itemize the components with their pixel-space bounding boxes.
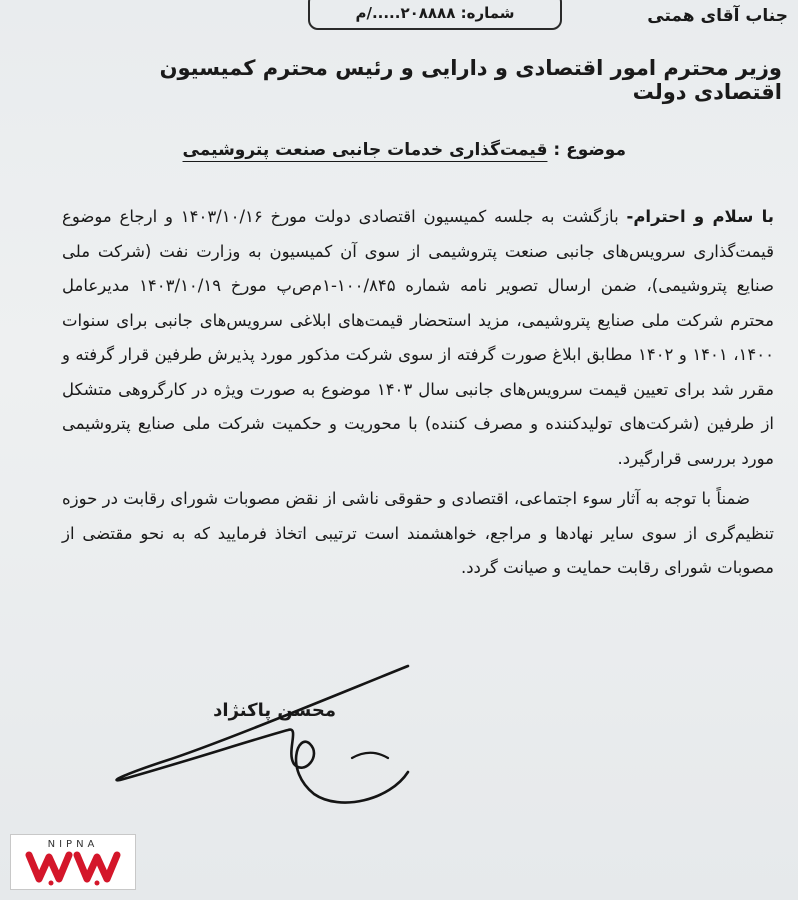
logo-wordmark: NIPNA <box>47 839 99 850</box>
addressee: جناب آقای همتی <box>647 6 788 26</box>
letter-body <box>62 200 774 586</box>
logo-mark-icon <box>25 849 123 887</box>
subject-label: موضوع : <box>553 140 626 160</box>
subject-text: قیمت‌گذاری خدمات جانبی صنعت پتروشیمی <box>182 140 548 160</box>
handwritten-signature <box>108 660 438 810</box>
greeting: با سلام و احترام- <box>626 207 774 226</box>
letter-number: شماره: ۲۰۸۸۸۸...../م <box>355 4 515 22</box>
letter-number-box <box>308 0 562 30</box>
paragraph-1-text: بازگشت به جلسه کمیسیون اقتصادی دولت مورخ ۱۴۰۳/۱۰/۱۶ و ارجاع موضوع قیمت‌گذاری سرویس‌های جانبی صنعت پتروشیمی از سوی آن کمیسیون به وزارت نفت (شرکت ملی صنایع پتروشیمی)، ضمن ارسال تصویر نامه شماره ۱۰۰/۸۴۵-۱م‌ص‌پ مورخ ۱۴۰۳/۱۰/۱۹ مدیرعامل محترم شرکت ملی صنایع پتروشیمی، مزید استحضار قیمت‌های ابلاغی سرویس‌های جانبی برای سنوات ۱۴۰۰، ۱۴۰۱ و ۱۴۰۲ مطابق ابلاغ صورت گرفته از سوی شرکت مذکور مورد پذیرش طرفین قرار گرفته و مقرر شد برای تعیین قیمت سرویس‌های جانبی سال ۱۴۰۳ موضوع به صورت ویژه در کارگروهی متشکل از طرفین (شرکت‌های تولیدکننده و مصرف کننده) با محوریت و حکمیت شرکت ملی صنایع پتروشیمی مورد بررسی قرارگیرد. <box>62 207 775 468</box>
subject-line <box>183 140 626 160</box>
nipna-logo <box>10 834 136 890</box>
paragraph-1 <box>62 200 774 476</box>
signer-name: محسن پاکنژاد <box>213 700 336 721</box>
paragraph-2: ضمناً با توجه به آثار سوء اجتماعی، اقتصادی و حقوقی ناشی از نقض مصوبات شورای رقابت در حوزه تنظیم‌گری از سوی سایر نهادها و مراجع، خواهشمند است ترتیبی اتخاذ فرمایید که به نحو مقتضی از مصوبات شورای رقابت حمایت و صیانت گردد. <box>62 489 774 577</box>
recipient-title: وزیر محترم امور اقتصادی و دارایی و رئیس محترم کمیسیون اقتصادی دولت <box>159 56 782 104</box>
